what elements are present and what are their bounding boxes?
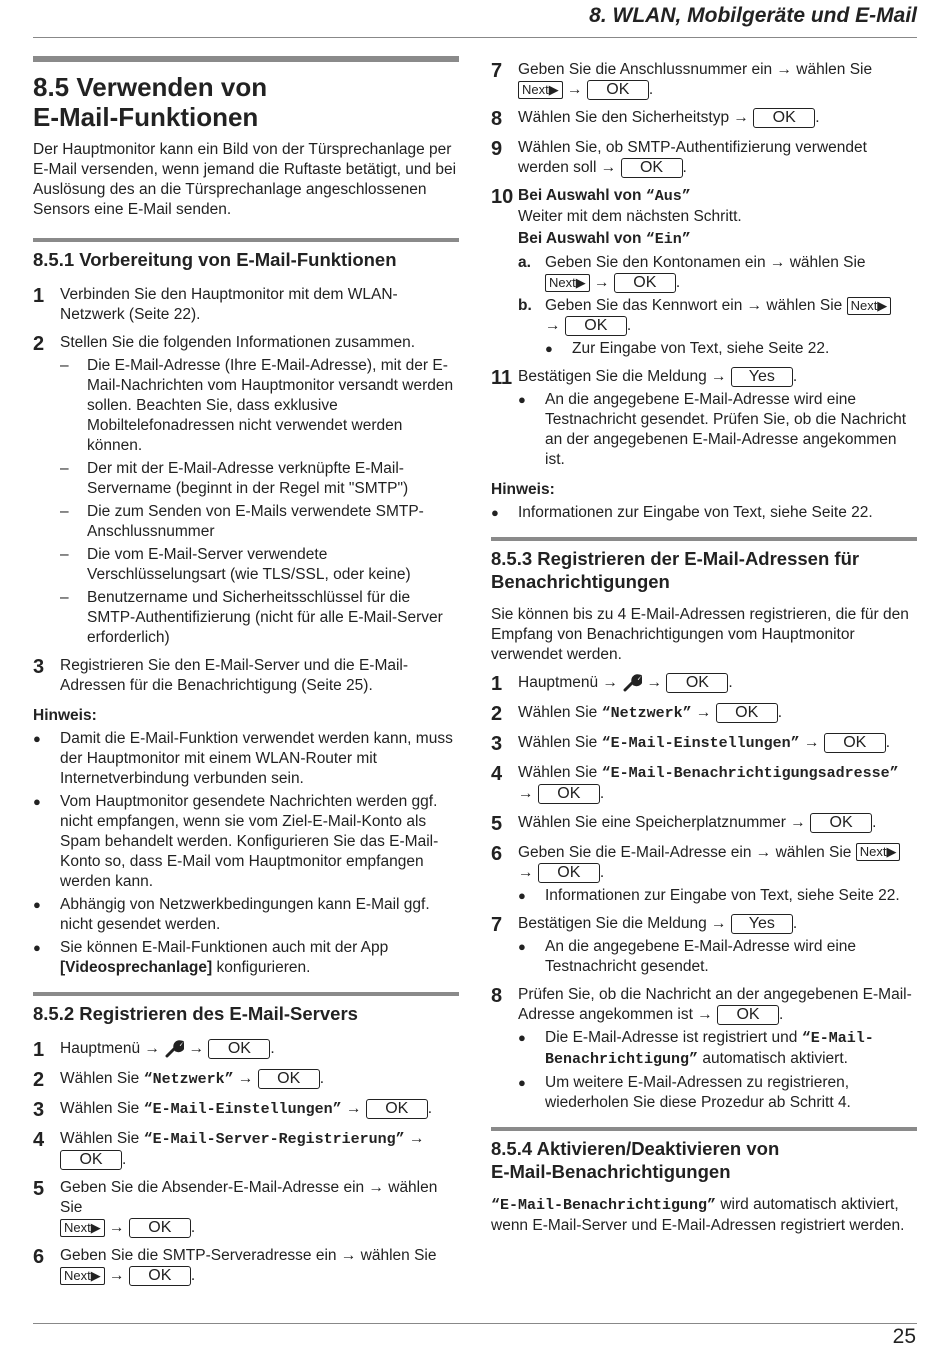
next-key[interactable]: Next▶ [60,1267,105,1285]
step-2: 2 Stellen Sie die folgenden Informationen zusammen. – Die E-Mail-Adresse (Ihre E-Mail-Adresse), mit der E-Mail-Nachrichten vom Hauptmonitor versandt werden sollen. Beachten Sie, dass exklusive Mobiltelefonadressen nicht verwendet werden können. – Der mit der E-Mail-Adresse verknüpfte E-Mail-Servername (beginnt in der Regel mit "SMTP") – Die zum Senden von E-Mails verwendete SMTP-Anschlussnummer – Die vom E-Mail-Server verwendete Verschlüsselungsart (wie TLS/SSL, oder keine) – Benutzername und Sicherheitsschlüssel für die SMTP-Authentifizierung (nicht für alle E-Mail-Server erforderlich) [33,333,459,648]
step-10: 10 Bei Auswahl von “Aus” Weiter mit dem nächsten Schritt. Bei Auswahl von “Ein” a. Geben Sie den Kontonamen ein → wählen Sie Next▶ → OK . b. Geben Sie das Kennwort ein → wählen Sie Next▶ → OK . ● Zur Eingabe von Text, siehe Seite 22. [491,186,917,359]
step-6: 6 Geben Sie die E-Mail-Adresse ein → wählen Sie Next▶ → OK . ● Informationen zur Eingabe von Text, siehe Seite 22. [491,843,917,906]
note-item: ● Sie können E-Mail-Funktionen auch mit der App [Videosprechanlage] konfigurieren. [33,939,389,976]
step-3: 3 Wählen Sie “E-Mail-Einstellungen” → OK . [491,733,891,756]
step-3: 3 Wählen Sie “E-Mail-Einstellungen” → OK . [33,1099,433,1121]
wrench-icon [164,1040,184,1058]
step-2: 2 Wählen Sie “Netzwerk” → OK . [491,703,783,726]
ok-button[interactable]: OK [208,1039,270,1059]
note-item: ● Abhängig von Netzwerkbedingungen kann E-Mail ggf. nicht gesendet werden. [33,896,430,933]
note-item: ● Damit die E-Mail-Funktion verwendet werden kann, muss der Hauptmonitor mit einem WLAN-Router mit Internetverbindung verbunden sein. [33,730,453,787]
section-title: 8.5 Verwenden von E-Mail-Funktionen [33,72,268,132]
note-item: ● Vom Hauptmonitor gesendete Nachrichten werden ggf. nicht empfangen, wenn sie vom Ziel-E-Mail-Konto als Spam behandelt werden. Konfigurieren Sie das E-Mail-Konto so, dass E-Mail vom Hauptmonitor empfangen werden kann. [33,793,439,890]
step-9: 9 Wählen Sie, ob SMTP-Authentifizierung verwendet werden soll → OK . [491,138,867,177]
list-item: – Die E-Mail-Adresse (Ihre E-Mail-Adresse), mit der E-Mail-Nachrichten vom Hauptmonitor versandt werden sollen. Beachten Sie, dass exklusive Mobiltelefonadressen nicht verwendet werden können. [60,357,454,454]
next-key[interactable]: Next▶ [518,81,563,99]
ok-button[interactable]: OK [824,733,886,753]
ok-button[interactable]: OK [60,1150,122,1170]
next-key[interactable]: Next▶ [847,297,892,315]
subsection-title-853: 8.5.3 Registrieren der E-Mail-Adressen für Benachrichtigungen [491,548,860,593]
ok-button[interactable]: OK [716,703,778,723]
subsection-intro: Sie können bis zu 4 E-Mail-Adressen registrieren, die für den Empfang von Benachrichtigungen vom Hauptmonitor verwendet werden. [491,606,909,664]
step-5: 5 Wählen Sie eine Speicherplatznummer → OK . [491,812,877,835]
ok-button[interactable]: OK [538,863,600,883]
ok-button[interactable]: OK [258,1069,320,1089]
ok-button[interactable]: OK [129,1266,191,1286]
subsection-divider [491,537,917,541]
step-1: 1 Verbinden Sie den Hauptmonitor mit dem WLAN-Netzwerk (Seite 22). [33,285,398,323]
chapter-title: 8. WLAN, Mobilgeräte und E-Mail [589,4,917,27]
step-5: 5 Geben Sie die Absender-E-Mail-Adresse ein → wählen Sie Next▶ → OK . [33,1178,438,1237]
step-11: 11 Bestätigen Sie die Meldung → Yes . ● An die angegebene E-Mail-Adresse wird eine Testnachricht gesendet. Prüfen Sie, ob die Nachricht an der angegebenen E-Mail-Adresse angekommen ist. [491,367,917,470]
note-item: ● Informationen zur Eingabe von Text, siehe Seite 22. [518,886,900,904]
note-item: ● An die angegebene E-Mail-Adresse wird eine Testnachricht gesendet. Prüfen Sie, ob die Nachricht an der angegebenen E-Mail-Adresse angekommen ist. [518,391,907,469]
step-8: 8 Wählen Sie den Sicherheitstyp → OK . [491,108,820,131]
step-1: 1 Hauptmenü → → OK . [491,673,733,696]
step-6: 6 Geben Sie die SMTP-Serveradresse ein → wählen Sie Next▶ → OK . [33,1246,437,1285]
subsection-title-851: 8.5.1 Vorbereitung von E-Mail-Funktionen [33,249,397,270]
next-key[interactable]: Next▶ [60,1219,105,1237]
note-item: ● Die E-Mail-Adresse ist registriert und “E-Mail-Benachrichtigung” automatisch aktiviert. [518,1028,874,1068]
note-item: ● Zur Eingabe von Text, siehe Seite 22. [545,340,830,358]
hinweis-label: Hinweis: [33,707,97,724]
hinweis-label: Hinweis: [491,481,555,499]
next-key[interactable]: Next▶ [545,274,590,292]
page-number: 25 [892,1325,916,1348]
subsection-divider [33,238,459,242]
list-item: – Der mit der E-Mail-Adresse verknüpfte E-Mail-Servername (beginnt in der Regel mit "SMTP") [60,460,409,497]
ok-button[interactable]: OK [666,673,728,693]
subsection-title-854: 8.5.4 Aktivieren/Deaktivieren von E-Mail-Benachrichtigungen [491,1137,780,1182]
list-item: – Die vom E-Mail-Server verwendete Verschlüsselungsart (wie TLS/SSL, oder keine) [60,546,411,583]
step-1: 1 Hauptmenü → → OK . [33,1039,275,1061]
ok-button[interactable]: OK [538,784,600,804]
ok-button[interactable]: OK [621,158,683,178]
note-item: ● Um weitere E-Mail-Adressen zu registrieren, wiederholen Sie diese Prozedur ab Schritt 4. [518,1073,851,1111]
list-item: – Die zum Senden von E-Mails verwendete SMTP-Anschlussnummer [60,503,424,540]
sub-step-a: a. Geben Sie den Kontonamen ein → wählen Sie Next▶ → OK . [518,254,866,292]
section-intro: Der Hauptmonitor kann ein Bild von der Türsprechanlage per E-Mail versenden, wenn jemand die Ruftaste betätigt, und bei Auslösung des an die Türsprechanlage angeschlossenen Sensors eine E-Mail senden. [33,141,457,218]
section-divider [33,56,459,62]
ok-button[interactable]: OK [587,80,649,100]
yes-button[interactable]: Yes [731,914,793,934]
page-header [33,0,917,38]
subsection-title-852: 8.5.2 Registrieren des E-Mail-Servers [33,1003,358,1024]
step-3: 3 Registrieren Sie den E-Mail-Server und die E-Mail-Adressen für die Benachrichtigung (Seite 25). [33,656,409,694]
yes-button[interactable]: Yes [731,367,793,387]
subsection-divider [33,992,459,996]
note-item: ● An die angegebene E-Mail-Adresse wird eine Testnachricht gesendet. [518,937,857,975]
left-column [33,56,459,1286]
subsection-intro: “E-Mail-Benachrichtigung” wird automatisch aktiviert, wenn E-Mail-Server und E-Mail-Adressen registriert werden. [491,1195,905,1234]
ok-button[interactable]: OK [614,273,676,293]
wrench-icon [622,674,642,692]
ok-button[interactable]: OK [810,813,872,833]
step-7: 7 Geben Sie die Anschlussnummer ein → wählen Sie Next▶ → OK . [491,60,873,99]
step-4: 4 Wählen Sie “E-Mail-Server-Registrierung” → OK . [33,1129,425,1169]
next-key[interactable]: Next▶ [856,843,901,861]
ok-button[interactable]: OK [717,1005,779,1025]
right-column [491,60,917,1236]
subsection-divider [491,1127,917,1131]
ok-button[interactable]: OK [129,1218,191,1238]
sub-step-b: b. Geben Sie das Kennwort ein → wählen Sie Next▶ → OK . ● Zur Eingabe von Text, siehe Seite 22. [518,296,917,359]
list-item: – Benutzername und Sicherheitsschlüssel für die SMTP-Authentifizierung (nicht für alle E-Mail-Server erforderlich) [60,589,443,646]
footer-divider [33,1323,917,1324]
ok-button[interactable]: OK [366,1099,428,1119]
step-4: 4 Wählen Sie “E-Mail-Benachrichtigungsadresse” → OK . [491,763,899,803]
ok-button[interactable]: OK [753,108,815,128]
step-7: 7 Bestätigen Sie die Meldung → Yes . ● An die angegebene E-Mail-Adresse wird eine Testnachricht gesendet. [491,914,917,977]
step-2: 2 Wählen Sie “Netzwerk” → OK . [33,1069,325,1091]
note-item: ● Informationen zur Eingabe von Text, siehe Seite 22. [491,504,873,522]
step-8: 8 Prüfen Sie, ob die Nachricht an der angegebenen E-Mail-Adresse angekommen ist → OK . ● Die E-Mail-Adresse ist registriert und “E-Mail-Benachrichtigung” automatisch aktiviert. ● Um weitere E-Mail-Adressen zu registrieren, wiederholen Sie diese Prozedur ab Schritt 4. [491,985,917,1113]
ok-button[interactable]: OK [565,316,627,336]
